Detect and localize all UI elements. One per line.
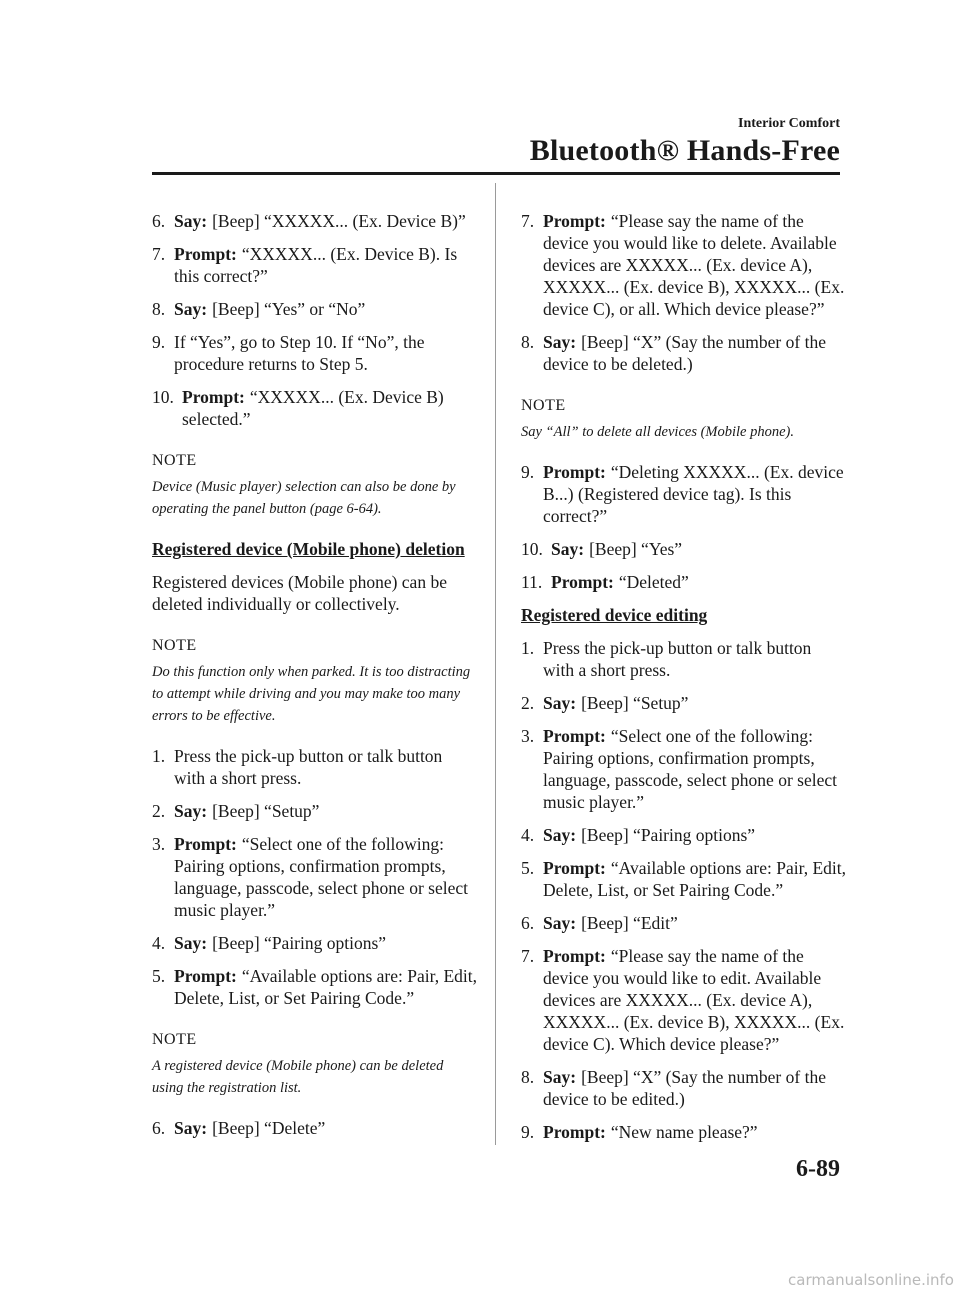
step-number: 5. [521,858,535,878]
step-text: [Beep] “Yes” or “No” [212,299,366,319]
step-number: 9. [152,332,166,352]
step-number: 10. [521,539,543,559]
step-text: “Select one of the following: Pairing options, confirmation prompts, language, passcode, select phone or select music player.” [543,726,837,812]
step-text: “Available options are: Pair, Edit, Delete, List, or Set Pairing Code.” [543,858,847,900]
step-number: 2. [521,693,535,713]
note-body: Do this function only when parked. It is too distracting to attempt while driving and you may make too many errors to be effective. [152,664,471,724]
column-divider [495,183,496,1145]
step-text: “Deleting XXXXX... (Ex. device B...) (Registered device tag). Is this correct?” [543,462,844,526]
step-text: “XXXXX... (Ex. Device B) selected.” [182,387,444,429]
step-number: 8. [152,299,166,319]
note-heading: NOTE [152,1031,197,1048]
step-item [152,386,477,430]
step-number: 6. [152,211,166,231]
step-item [152,1117,477,1139]
step-keyword: Prompt: [543,1122,606,1142]
step-keyword: Say: [543,1067,577,1087]
note-body: A registered device (Mobile phone) can be deleted using the registration list. [152,1058,444,1096]
section-subheading: Registered device (Mobile phone) deletion [152,539,465,559]
step-keyword: Say: [174,299,208,319]
step-item [152,965,477,1009]
step-number: 6. [152,1118,166,1138]
step-text: “Available options are: Pair, Edit, Delete, List, or Set Pairing Code.” [174,966,478,1008]
step-number: 9. [521,1122,535,1142]
step-keyword: Prompt: [174,966,237,986]
step-keyword: Say: [543,693,577,713]
note-heading: NOTE [152,637,197,654]
right-column [521,210,846,1154]
step-text: [Beep] “Setup” [212,801,320,821]
step-text: “Select one of the following: Pairing options, confirmation prompts, language, passcode, select phone or select music player.” [174,834,468,920]
step-item [152,243,477,287]
step-keyword: Prompt: [543,858,606,878]
page-number: 6-89 [796,1156,840,1182]
note-body: Device (Music player) selection can also be done by operating the panel button (page 6-64). [152,479,456,517]
step-keyword: Prompt: [174,244,237,264]
step-keyword: Say: [543,332,577,352]
step-keyword: Prompt: [551,572,614,592]
header-rule [152,172,840,175]
step-item [152,932,477,954]
step-keyword: Prompt: [543,462,606,482]
note-heading: NOTE [152,452,197,469]
step-keyword: Prompt: [174,834,237,854]
step-item [521,725,846,813]
step-text: [Beep] “XXXXX... (Ex. Device B)” [212,211,466,231]
step-item [521,912,846,934]
step-number: 10. [152,387,174,407]
step-text: [Beep] “X” (Say the number of the device to be edited.) [543,1067,826,1109]
step-item [521,692,846,714]
step-text: “New name please?” [610,1122,758,1142]
step-keyword: Say: [543,913,577,933]
step-keyword: Prompt: [543,211,606,231]
step-item [152,833,477,921]
step-keyword: Say: [543,825,577,845]
paragraph: Registered devices (Mobile phone) can be deleted individually or collectively. [152,572,447,614]
section-subheading: Registered device editing [521,605,708,625]
step-number: 4. [152,933,166,953]
step-item [521,857,846,901]
step-text: [Beep] “Yes” [589,539,683,559]
step-item [152,331,477,375]
step-number: 2. [152,801,166,821]
step-number: 8. [521,1067,535,1087]
step-item [521,824,846,846]
step-item [521,1066,846,1110]
step-item [152,745,477,789]
step-keyword: Say: [174,933,208,953]
page-title: Bluetooth® Hands-Free [529,134,840,167]
step-number: 6. [521,913,535,933]
step-text: “Please say the name of the device you would like to edit. Available devices are XXXXX... (Ex. device A), XXXXX... (Ex. device B), XXXXX... (Ex. device C). Which device please?” [543,946,845,1054]
step-number: 1. [521,638,535,658]
note-body: Say “All” to delete all devices (Mobile phone). [521,424,795,440]
step-text: [Beep] “Pairing options” [212,933,387,953]
step-number: 7. [521,946,535,966]
step-keyword: Say: [174,801,208,821]
watermark: carmanualsonline.info [788,1271,954,1289]
step-text: [Beep] “Edit” [581,913,678,933]
step-item [521,538,846,560]
step-number: 5. [152,966,166,986]
step-text: “Please say the name of the device you would like to delete. Available devices are XXXXX... (Ex. device A), XXXXX... (Ex. device B), XXXXX... (Ex. device C), or all. Which device please?” [543,211,845,319]
step-number: 8. [521,332,535,352]
step-keyword: Prompt: [543,726,606,746]
step-keyword: Say: [174,211,208,231]
step-number: 7. [152,244,166,264]
step-item [521,945,846,1055]
step-number: 11. [521,572,543,592]
step-number: 3. [521,726,535,746]
step-text: [Beep] “Setup” [581,693,689,713]
left-column [152,210,477,1150]
step-number: 3. [152,834,166,854]
step-keyword: Prompt: [543,946,606,966]
step-text: “XXXXX... (Ex. Device B). Is this correct?” [174,244,458,286]
step-item [152,298,477,320]
step-text: [Beep] “Pairing options” [581,825,756,845]
step-text: Press the pick-up button or talk button with a short press. [174,746,443,788]
section-label: Interior Comfort [738,116,840,131]
step-item [521,1121,846,1143]
step-item [152,800,477,822]
step-item [521,461,846,527]
step-number: 1. [152,746,166,766]
step-item [521,210,846,320]
step-item [152,210,477,232]
step-number: 9. [521,462,535,482]
step-text: [Beep] “Delete” [212,1118,326,1138]
step-keyword: Prompt: [182,387,245,407]
note-heading: NOTE [521,397,566,414]
step-text: [Beep] “X” (Say the number of the device to be deleted.) [543,332,826,374]
step-item [521,331,846,375]
step-text: “Deleted” [618,572,689,592]
step-keyword: Say: [551,539,585,559]
step-item [521,571,846,593]
step-number: 4. [521,825,535,845]
step-number: 7. [521,211,535,231]
step-keyword: Say: [174,1118,208,1138]
step-text: Press the pick-up button or talk button with a short press. [543,638,812,680]
step-text: If “Yes”, go to Step 10. If “No”, the procedure returns to Step 5. [174,332,425,374]
step-item [521,637,846,681]
